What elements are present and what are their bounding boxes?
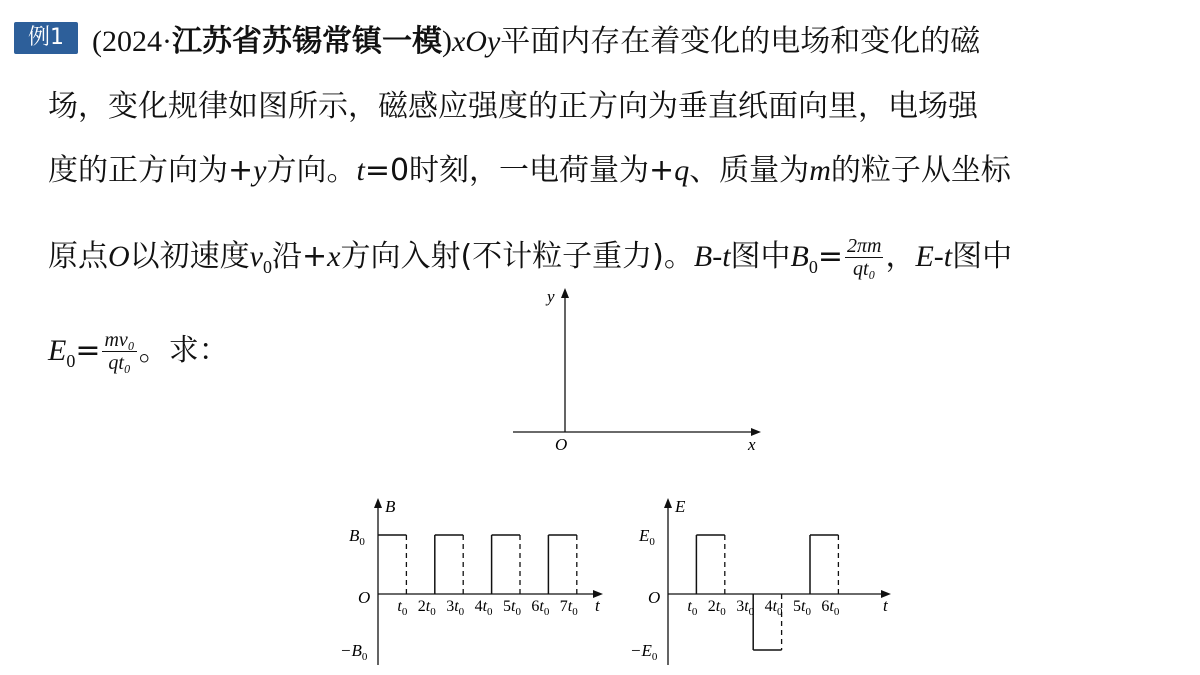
b-graph-y-label: B: [385, 497, 396, 516]
e-t-graph: [625, 490, 905, 675]
coord-x-label: x: [748, 435, 756, 454]
problem-line-1: (2024·江苏省苏锡常镇一模)xOy平面内存在着变化的电场和变化的磁: [92, 24, 981, 59]
b-graph-y-arrow: [374, 498, 382, 508]
coord-y-arrow: [561, 288, 569, 298]
b-graph-pos-label: $B_0$: [349, 526, 365, 548]
fraction-b0: $\frac{2\pi m}{\text{qt₀}}$: [847, 235, 882, 280]
e-graph-tick-4: $4t_0$: [764, 598, 783, 618]
e-graph-tick-3: $3t_0$: [736, 598, 755, 618]
b-graph-tick-1: $t_0$: [397, 598, 408, 618]
coord-origin-label: O: [555, 435, 568, 454]
b-graph-neg-label: $-B_0$: [340, 641, 368, 663]
b-graph-tick-6: $6t_0$: [531, 598, 550, 618]
coordinate-system-diagram: [505, 282, 780, 462]
e-graph-tick-5: $5t_0$: [793, 598, 811, 618]
b-graph-origin: O: [358, 588, 371, 607]
b-graph-tick-7: $7t_0$: [559, 598, 578, 618]
e-graph-pos-label: $E_0$: [639, 526, 655, 548]
b-graph-tick-4: $4t_0$: [474, 598, 493, 618]
b-graph-x-label: t: [595, 596, 600, 615]
e-graph-neg-label: $-E_0$: [630, 641, 658, 663]
e-graph-x-label: t: [883, 596, 888, 615]
e-graph-y-label: E: [675, 497, 686, 516]
problem-line-4: 原点O以初速度$v_0$沿+x方向入射(不计粒子重力)。B-t图中$B_0=$ $\frac{2\pi m}{\text{qt₀}}$ ，E-t图中: [48, 235, 1013, 280]
b-graph-tick-2: $2t_0$: [417, 598, 436, 618]
b-graph-tick-5: $5t_0$: [503, 598, 521, 618]
e-graph-origin: O: [648, 588, 661, 607]
e-graph-tick-2: $2t_0$: [707, 598, 726, 618]
b-t-graph: [335, 490, 620, 675]
b-graph-tick-3: $3t_0$: [446, 598, 465, 618]
problem-line-2: 场，变化规律如图所示，磁感应强度的正方向为垂直纸面向里，电场强: [48, 89, 978, 124]
problem-line-5: $E_0=$ $\frac{\text{mv₀}}{\text{qt₀}}$ 。求：: [48, 329, 229, 374]
problem-line-3: 度的正方向为+y方向。t=0时刻，一电荷量为+q、质量为m的粒子从坐标: [48, 153, 1011, 188]
example-badge: 例1: [14, 22, 78, 54]
fraction-e0: $\frac{\text{mv₀}}{\text{qt₀}}$: [104, 329, 135, 374]
e-graph-y-arrow: [664, 498, 672, 508]
e-graph-tick-6: $6t_0$: [821, 598, 840, 618]
coord-y-label: y: [547, 287, 555, 306]
e-graph-tick-1: $t_0$: [687, 598, 698, 618]
